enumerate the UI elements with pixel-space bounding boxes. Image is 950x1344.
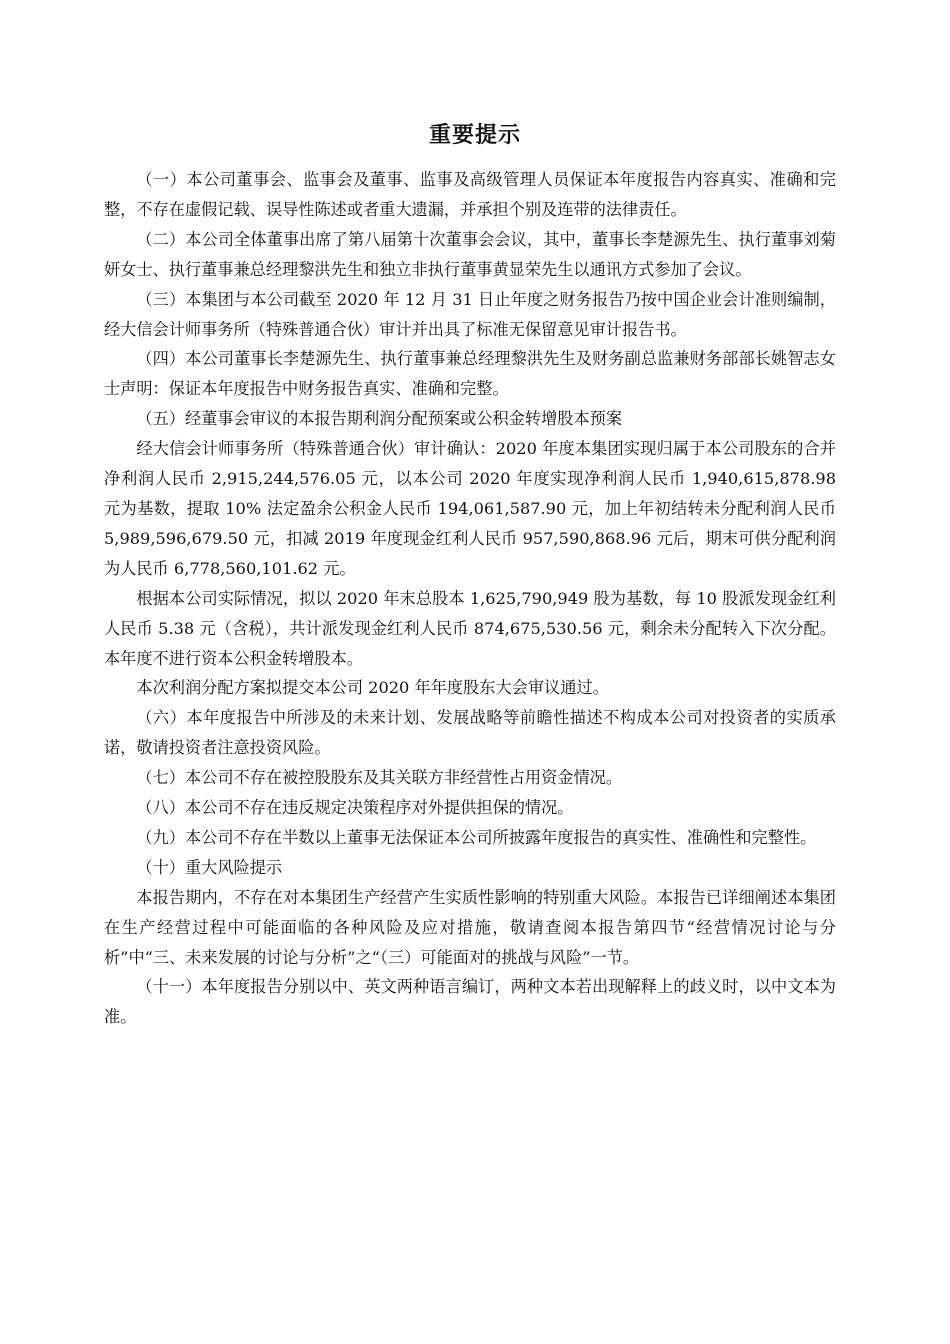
paragraph-9: （六）本年度报告中所涉及的未来计划、发展战略等前瞻性描述不构成本公司对投资者的实质承诺，敬请投资者注意投资风险。 bbox=[104, 708, 836, 758]
paragraph-8: 本次利润分配方案拟提交本公司 2020 年年度股东大会审议通过。 bbox=[136, 678, 609, 698]
paragraph-2: （二）本公司全体董事出席了第八届第十次董事会会议，其中，董事长李楚源先生、执行董事刘菊妍女士、执行董事兼总经理黎洪先生和独立非执行董事黄显荣先生以通讯方式参加了会议。 bbox=[104, 229, 836, 279]
paragraph-5: （五）经董事会审议的本报告期利润分配预案或公积金转增股本预案 bbox=[136, 409, 623, 429]
document-body bbox=[104, 165, 836, 1032]
paragraph-13: （十）重大风险提示 bbox=[136, 857, 283, 877]
paragraph-15: （十一）本年度报告分别以中、英文两种语言编订，两种文本若出现解释上的歧义时，以中文本为准。 bbox=[104, 977, 836, 1027]
paragraph-12: （九）本公司不存在半数以上董事无法保证本公司所披露年度报告的真实性、准确性和完整性。 bbox=[136, 827, 817, 847]
paragraph-10: （七）本公司不存在被控股股东及其关联方非经营性占用资金情况。 bbox=[136, 768, 623, 788]
paragraph-1: （一）本公司董事会、监事会及董事、监事及高级管理人员保证本年度报告内容真实、准确和完整，不存在虚假记载、误导性陈述或者重大遗漏，并承担个别及连带的法律责任。 bbox=[104, 170, 836, 219]
paragraph-6: 经大信会计师事务所（特殊普通合伙）审计确认：2020 年度本集团实现归属于本公司股东的合并净利润人民币 2,915,244,576.05 元，以本公司 2020 年度实现净利润人民币 1,940,615,878.98 元为基数，提取 10% 法定盈余公积金人民币 194,061,587.90 元，加上年初结转未分配利润人民币 5,989,596,679.50 元，扣减 2019 年度现金红利人民币 957,590,868.96 元后，期末可供分配利润为人民币 6,778,560,101.62 元。 bbox=[104, 439, 836, 578]
paragraph-4: （四）本公司董事长李楚源先生、执行董事兼总经理黎洪先生及财务副总监兼财务部部长姚智志女士声明：保证本年度报告中财务报告真实、准确和完整。 bbox=[104, 349, 836, 399]
paragraph-14: 本报告期内，不存在对本集团生产经营产生实质性影响的特别重大风险。本报告已详细阐述本集团在生产经营过程中可能面临的各种风险及应对措施，敬请查阅本报告第四节“经营情况讨论与分析”中“三、未来发展的讨论与分析”之“（三）可能面对的挑战与风险”一节。 bbox=[104, 887, 836, 967]
paragraph-3: （三）本集团与本公司截至 2020 年 12 月 31 日止年度之财务报告乃按中国企业会计准则编制，经大信会计师事务所（特殊普通合伙）审计并出具了标准无保留意见审计报告书。 bbox=[104, 289, 836, 339]
paragraph-7: 根据本公司实际情况，拟以 2020 年末总股本 1,625,790,949 股为基数，每 10 股派发现金红利人民币 5.38 元（含税），共计派发现金红利人民币 874,675,530.56 元，剩余未分配转入下次分配。本年度不进行资本公积金转增股本。 bbox=[104, 588, 836, 668]
page-title: 重要提示 bbox=[428, 123, 521, 148]
paragraph-11: （八）本公司不存在违反规定决策程序对外提供担保的情况。 bbox=[136, 798, 574, 818]
